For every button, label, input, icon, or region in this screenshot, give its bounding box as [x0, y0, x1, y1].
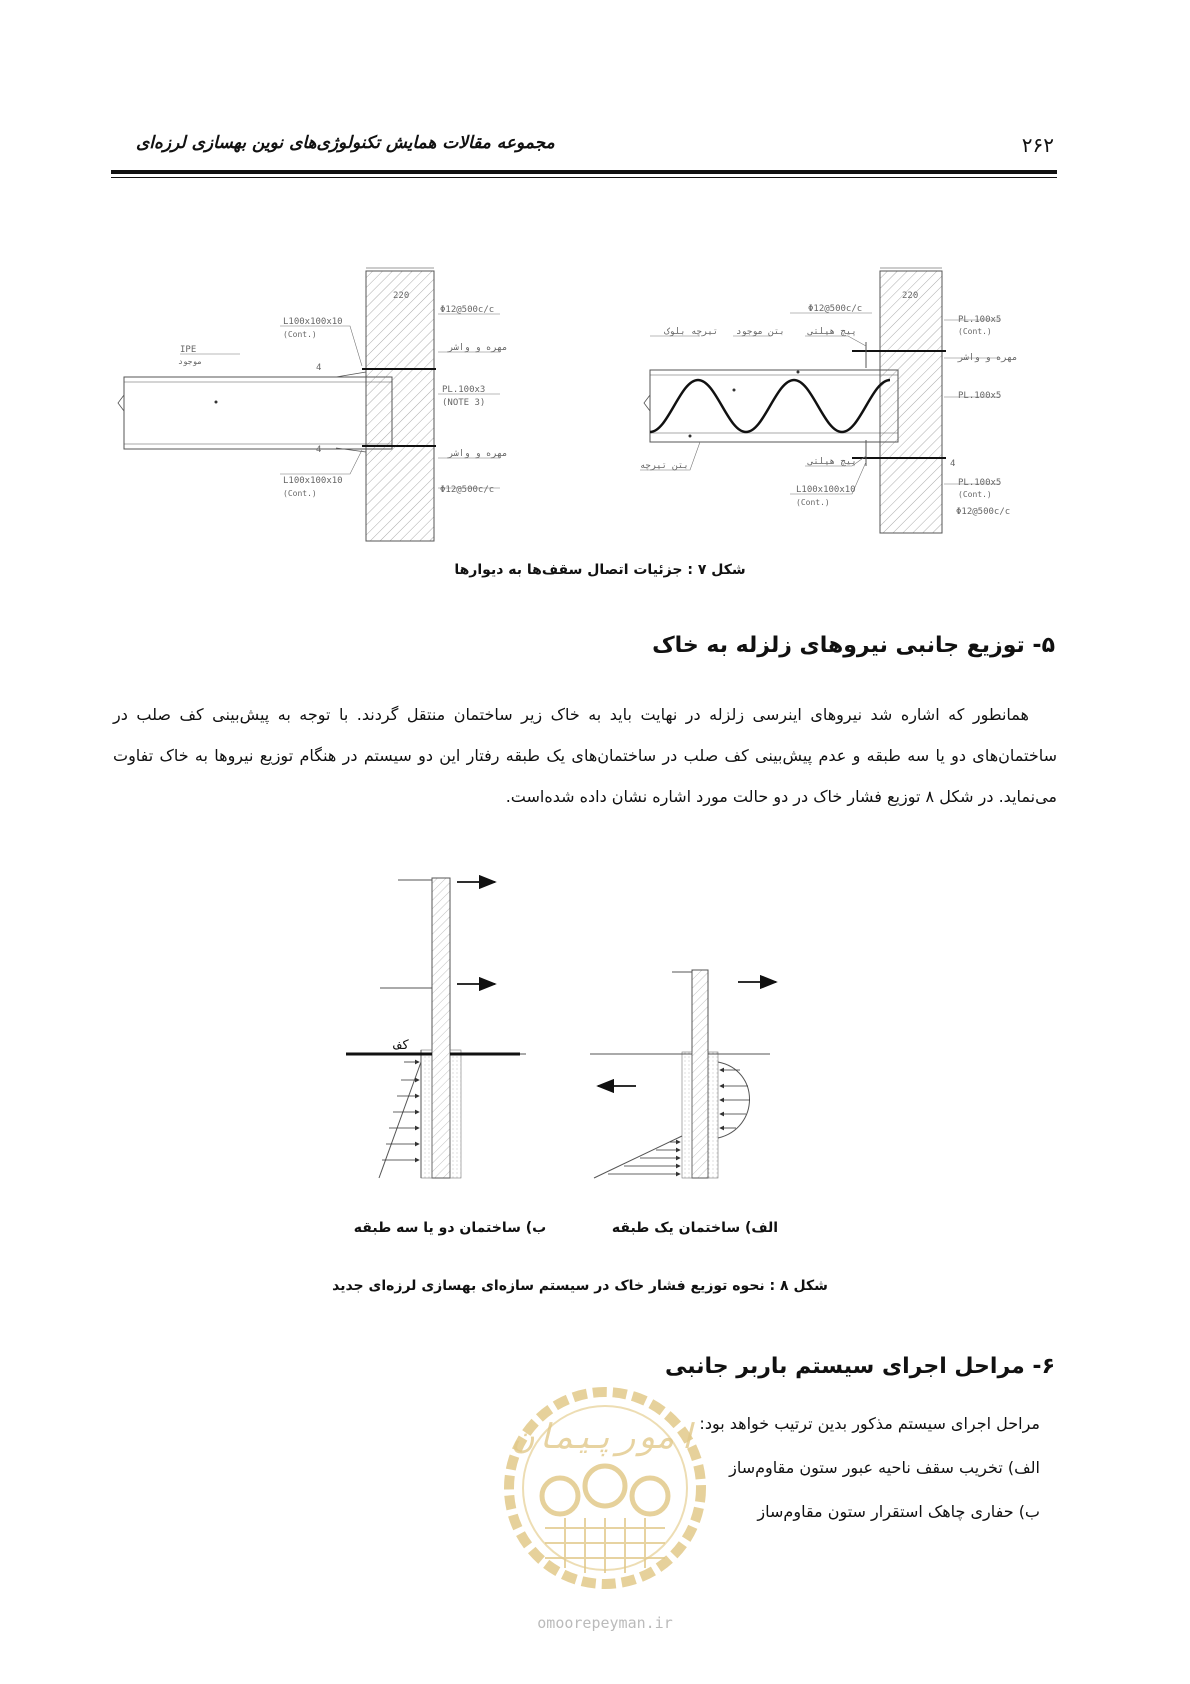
- watermark-site: omoorepeyman.ir: [537, 1614, 673, 1632]
- diagram-two-three-storey: [346, 878, 526, 1178]
- wall-a: [692, 970, 708, 1178]
- right-dim: 220: [902, 291, 919, 301]
- section6-step-b: ب) حفاری چاهک استقرار ستون مقاوم‌ساز: [757, 1502, 1040, 1521]
- figure8-caption: شکل ۸ : نحوه توزیع فشار خاک در سیستم سازه‌ای بهسازی لرزه‌ای جدید: [332, 1278, 828, 1294]
- section6-intro: مراحل اجرای سیستم مذکور بدین ترتیب خواهد بود:: [699, 1414, 1040, 1433]
- right-plate-top-label: PL.100x5: [958, 315, 1002, 325]
- left-angle-top-label: L100x100x10: [283, 317, 343, 327]
- left-dim: 220: [393, 291, 410, 301]
- left-plate-label: PL.100x3: [442, 385, 486, 395]
- watermark-logo-text: امورپیمان: [512, 1417, 698, 1457]
- ipe-label: IPE: [180, 345, 197, 355]
- figure8-sub-a: الف) ساختمان یک طبقه: [611, 1220, 779, 1236]
- left-note-label: (NOTE 3): [442, 398, 486, 408]
- left-angle-top-cont: (Cont.): [283, 330, 317, 339]
- left-angle-bottom-label: L100x100x10: [283, 476, 343, 486]
- right-weld: 4: [950, 459, 956, 469]
- page-number: ۲۶۲: [1021, 133, 1054, 157]
- left-angle-bottom-cont: (Cont.): [283, 489, 317, 498]
- joist-block-label: تیرچه بلوک: [664, 327, 719, 337]
- figure7-caption: شکل ۷ : جزئیات اتصال سقف‌ها به دیوارها: [454, 562, 746, 578]
- left-weld-top: 4: [316, 363, 322, 373]
- section6-heading: ۶- مراحل اجرای سیستم باربر جانبی: [665, 1354, 1055, 1379]
- right-angle-label: L100x100x10: [796, 485, 856, 495]
- right-screw-top-label: پیچ هیلتی: [808, 327, 857, 337]
- running-title: مجموعه مقالات همایش تکنولوژی‌های نوین بهسازی لرزه‌ای: [136, 133, 555, 153]
- left-nut-washer-bottom: مهره و واشر: [448, 449, 508, 459]
- left-weld-bottom: 4: [316, 445, 322, 455]
- diagram-one-storey: [590, 970, 776, 1178]
- floor-label: کف: [394, 1038, 410, 1053]
- section5-paragraph: همانطور که اشاره شد نیروهای اینرسی زلزله در نهایت باید به خاک زیر ساختمان منتقل گردند. با توجه به پیش‌بینی کف صلب در ساختمان‌های دو یا سه طبقه و عدم پیش‌بینی کف صلب در ساختمان‌های یک طبقه رفتار این دو سیستم در هنگام توزیع نیروها به خاک تفاوت می‌نماید. در شکل ۸ توزیع فشار خاک در دو حالت مورد اشاره نشان داده شده‌است.: [113, 705, 1057, 806]
- right-plate-mid-label: PL.100x5: [958, 391, 1002, 401]
- existing-concrete-label: بتن موجود: [736, 327, 785, 337]
- figure8-sub-b: ب) ساختمان دو یا سه طبقه: [353, 1220, 547, 1236]
- section5-heading: ۵- توزیع جانبی نیروهای زلزله به خاک: [652, 633, 1055, 658]
- joist-concrete-label: بتن تیرچه: [640, 461, 689, 471]
- wall-b: [432, 878, 450, 1178]
- right-plate-top-cont: (Cont.): [958, 327, 992, 336]
- right-plate-bottom-label: PL.100x5: [958, 478, 1002, 488]
- right-plate-bottom-cont: (Cont.): [958, 490, 992, 499]
- right-rebar-top-label: Φ12@500c/c: [808, 304, 863, 314]
- ipe-existing-label: موجود: [178, 357, 203, 366]
- right-angle-cont: (Cont.): [796, 498, 830, 507]
- watermark-logo: [490, 1378, 720, 1638]
- right-screw-bottom-label: پیچ هیلتی: [808, 457, 857, 467]
- right-rebar-bottom-label: Φ12@500c/c: [956, 507, 1011, 517]
- right-nut-washer-label: مهره و واشر: [958, 353, 1018, 363]
- left-rebar-top-label: Φ12@500c/c: [440, 305, 495, 315]
- left-rebar-bottom-label: Φ12@500c/c: [440, 485, 495, 495]
- left-nut-washer-top: مهره و واشر: [448, 343, 508, 353]
- section6-step-a: الف) تخریب سقف ناحیه عبور ستون مقاوم‌ساز: [729, 1458, 1040, 1477]
